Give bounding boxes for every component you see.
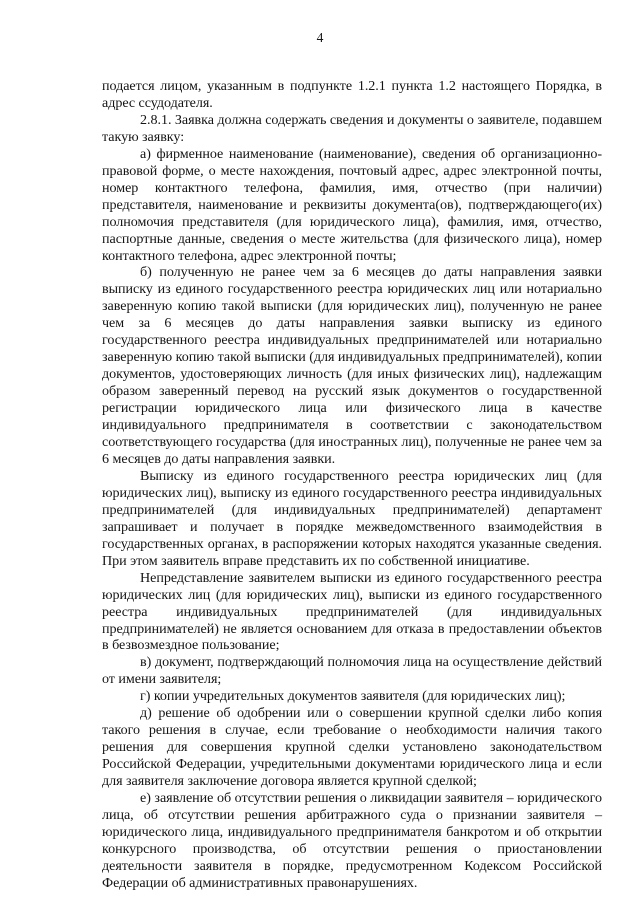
paragraph-registry-extract: Выписку из единого государственного реестра юридических лиц (для юридических лиц), выписку из единого государственного реестра индивидуальных предпринимателей (для индивидуальных предпринимателей) департамент запрашивает и получает в порядке межведомственного взаимодействия в государственных органах, в распоряжении которых находятся указанные сведения. При этом заявитель вправе представить их по собственной инициативе.	[102, 467, 602, 569]
paragraph-item-g: г) копии учредительных документов заявителя (для юридических лиц);	[140, 688, 566, 705]
paragraph-item-v: в) документ, подтверждающий полномочия лица на осуществление действий от имени заявителя;	[102, 654, 602, 688]
paragraph-non-submission: Непредставление заявителем выписки из единого государственного реестра юридических лиц (для юридических лиц), выписки из единого государственного реестра индивидуальных предпринимателей (для индивидуальных предпринимателей) не является основанием для отказа в предоставлении объектов в безвозмездное пользование;	[102, 569, 602, 654]
paragraph-2-8-1-intro: 2.8.1. Заявка должна содержать сведения и документы о заявителе, подавшем такую заявку:	[102, 111, 602, 145]
document-body	[102, 78, 602, 892]
paragraph-item-e: е) заявление об отсутствии решения о ликвидации заявителя – юридического лица, об отсутствии решения арбитражного суда о признании заявителя – юридического лица, индивидуального предпринимателя банкротом и об открытии конкурсного производства, об отсутствии решения о приостановлении деятельности заявителя в порядке, предусмотренном Кодексом Российской Федерации об административных правонарушениях.	[102, 790, 602, 891]
paragraph-continuation: подается лицом, указанным в подпункте 1.2.1 пункта 1.2 настоящего Порядка, в адрес ссудодателя.	[102, 78, 602, 111]
paragraph-item-d: д) решение об одобрении или о совершении крупной сделки либо копия такого решения в случае, если требование о необходимости наличия такого решения для совершения крупной сделки установлено законодательством Российской Федерации, учредительными документами юридического лица и если для заявителя заключение договора является крупной сделкой;	[102, 705, 602, 790]
paragraph-item-b: б) полученную не ранее чем за 6 месяцев до даты направления заявки выписку из единого государственного реестра юридических лиц или нотариально заверенную копию такой выписки (для юридических лиц), полученную не ранее чем за 6 месяцев до даты направления заявки выписку из единого государственного реестра индивидуальных предпринимателей или нотариально заверенную копию такой выписки (для индивидуальных предпринимателей), копии документов, удостоверяющих личность (для иных физических лиц), надлежащим образом заверенный перевод на русский язык документов о государственной регистрации юридического лица или физического лица в качестве индивидуального предпринимателя в соответствии с законодательством соответствующего государства (для иностранных лиц), полученные не ранее чем за 6 месяцев до даты направления заявки.	[102, 264, 602, 467]
paragraph-item-a: а) фирменное наименование (наименование), сведения об организационно-правовой форме, о месте нахождения, почтовый адрес, адрес электронной почты, номер контактного телефона, фамилия, имя, отчество (при наличии) представителя, наименование и реквизиты документа(ов), подтверждающего(их) полномочия представителя (для юридического лица), фамилия, имя, отчество, паспортные данные, сведения о месте жительства (для физического лица), номер контактного телефона, адрес электронной почты;	[102, 145, 602, 264]
page-number: 4	[316, 30, 324, 45]
